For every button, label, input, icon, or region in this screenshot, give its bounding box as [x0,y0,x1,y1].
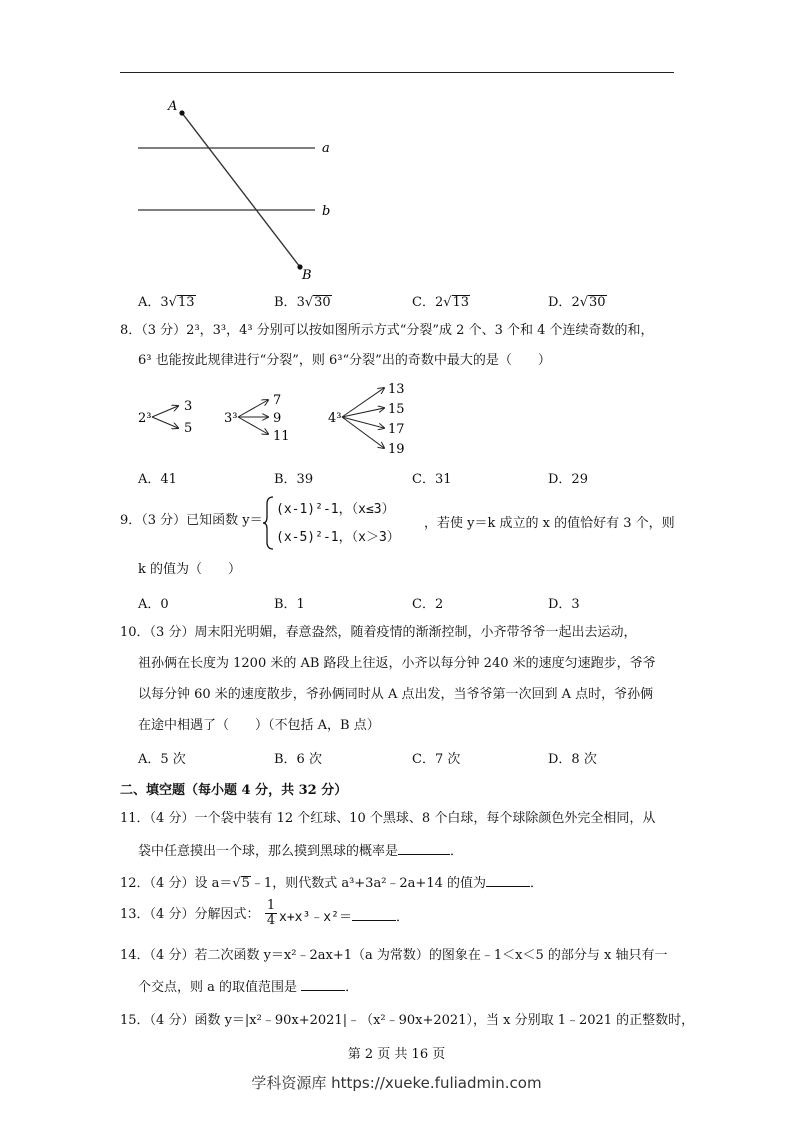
option-letter: A． [138,295,161,310]
q12-answer-blank[interactable] [486,873,530,887]
point-b-label: B [302,268,312,283]
q14-prompt: 个交点，则 a 的取值范围是 [138,980,298,995]
g2-base: 3³ [224,411,238,426]
g2-item-3: 11 [273,429,290,444]
g2-arrow-1 [238,400,268,417]
q8-text-line2: 6³ 也能按此规律进行“分裂”，则 6³“分裂”出的奇数中最大的是（ ） [138,353,551,368]
g1-base: 2³ [138,411,152,426]
option-coef: 2 [571,295,580,310]
q8-figure [130,378,420,458]
q9-brace [262,496,274,550]
q9-suffix: ，若使 y＝k 成立的 x 的值恰好有 3 个，则 [424,516,675,531]
q9-option-a[interactable]: A．0 [138,597,169,612]
radicand: 13 [177,295,195,310]
g3-base: 4³ [328,411,342,426]
point-a-dot [179,110,184,115]
radical-sign: √ [443,295,452,310]
radicand: 13 [452,295,470,310]
q13-numerator: 1 [266,898,276,913]
q7-option-b[interactable] [274,291,332,310]
q10-text-line2: 祖孙俩在长度为 1200 米的 AB 路段上往返，小齐以每分钟 240 米的速度匀速跑步，爷爷 [138,656,656,671]
q12-body: ﹣1，则代数式 a³+3a²﹣2a+14 的值为 [250,876,487,891]
g3-item-4: 19 [388,442,405,457]
line-b-label: b [322,204,331,219]
g2-arrow-3 [238,417,268,434]
radical-sign: √ [168,295,177,310]
radical-sign: √ [579,295,589,310]
radicand: 30 [589,295,606,310]
q11-text-line1: 11．（4 分）一个袋中装有 12 个红球、10 个黑球、8 个白球，每个球除颜色外完全相同，从 [120,811,656,826]
point-a-label: A [168,99,178,114]
q9-case-1: (x-1)²-1，（x≤3） [276,502,395,517]
line-a-label: a [322,141,330,156]
q11-end-mark: ． [450,844,464,859]
q7-figure [130,95,350,285]
option-coef: 3 [160,295,169,310]
q13-end-mark: ． [395,910,409,925]
radical-sign: √ [232,876,241,891]
q10-option-d[interactable]: D．8 次 [548,752,597,767]
g3-item-3: 17 [388,422,405,437]
q10-option-b[interactable]: B．6 次 [274,752,322,767]
g1-item-1: 3 [184,399,193,414]
q11-answer-blank[interactable] [398,841,450,855]
q13-denominator: 4 [266,913,276,928]
g1-item-2: 5 [184,421,193,436]
q8-option-c[interactable]: C．31 [412,472,452,487]
option-letter: B． [274,295,297,310]
option-letter: C． [412,295,435,310]
radical-sign: √ [304,295,314,310]
q13-answer-blank[interactable] [352,907,396,921]
g2-item-1: 7 [273,393,282,408]
q9-text-line2: k 的值为（ ） [138,562,242,577]
page-number: 第 2 页 共 16 页 [347,1047,446,1062]
q14-text-line2 [138,977,358,997]
q9-option-c[interactable]: C．2 [412,597,444,612]
q8-text-line1: 8．（3 分）2³，3³，4³ 分别可以按如图所示方式“分裂”成 2 个、3 个和 4 个连续奇数的和， [120,323,654,338]
q10-text-line4: 在途中相遇了（ ）（不包括 A，B 点） [138,718,380,733]
q10-text-line1: 10．（3 分）周末阳光明媚，春意盎然，随着疫情的渐渐控制，小齐带爷爷一起出去运动， [120,625,637,640]
q7-option-c[interactable] [412,291,470,310]
q12-prefix: 12．（4 分）设 a＝ [120,876,233,891]
q11-text-line2 [138,841,463,861]
q10-option-a[interactable]: A．5 次 [138,752,186,767]
g3-item-2: 15 [388,402,405,417]
g3-arrow-3 [342,417,384,428]
q9-case-2: (x-5)²-1，（x＞3） [276,530,400,545]
g2-item-2: 9 [273,411,282,426]
section-heading: 二、填空题（每小题 4 分，共 32 分） [120,783,348,798]
option-coef: 3 [296,295,305,310]
q12-end-mark: ． [530,876,544,891]
header-rule [120,72,674,73]
q9-option-b[interactable]: B．1 [274,597,305,612]
q13-prefix: 13．（4 分）分解因式： [120,907,260,922]
g3-item-1: 13 [388,382,405,397]
segment-ab [182,113,300,267]
q10-option-c[interactable]: C．7 次 [412,752,461,767]
q8-option-b[interactable]: B．39 [274,472,314,487]
q13-expression [279,906,409,925]
g1-arrow-2 [152,417,178,428]
q11-prompt: 袋中任意摸出一个球，那么摸到黑球的概率是 [138,844,399,859]
g3-arrow-4 [342,417,384,448]
q15-text-line1: 15．（4 分）函数 y＝|x²﹣90x+2021|﹣（x²﹣90x+2021），当 x 分别取 1﹣2021 的正整数时， [120,1013,695,1028]
q9-option-d[interactable]: D．3 [548,597,580,612]
q14-text-line1: 14．（4 分）若二次函数 y＝x²﹣2ax+1（a 为常数）的图象在﹣1＜x＜5 的部分与 x 轴只有一 [120,948,668,963]
q12-radicand: 5 [241,876,250,891]
option-letter: D． [548,295,572,310]
g1-arrow-1 [152,406,178,417]
q8-option-d[interactable]: D．29 [548,472,588,487]
q7-option-d[interactable] [548,291,607,310]
option-coef: 2 [434,295,444,310]
q8-option-a[interactable]: A．41 [138,472,177,487]
q13-expr: x+x³﹣x²＝ [279,910,352,925]
q14-answer-blank[interactable] [301,977,345,991]
q7-option-a[interactable] [138,291,196,310]
q13-fraction [265,899,277,928]
q9-prefix: 9．（3 分）已知函数 y＝ [120,513,263,528]
q10-text-line3: 以每分钟 60 米的速度散步，爷孙俩同时从 A 点出发，当爷爷第一次回到 A 点时，爷孙俩 [138,687,654,702]
q14-end-mark: ． [345,980,359,995]
q12-text [120,873,543,893]
site-watermark: 学科资源库 https://xueke.fuliadmin.com [251,1074,542,1092]
radicand: 30 [314,295,331,310]
